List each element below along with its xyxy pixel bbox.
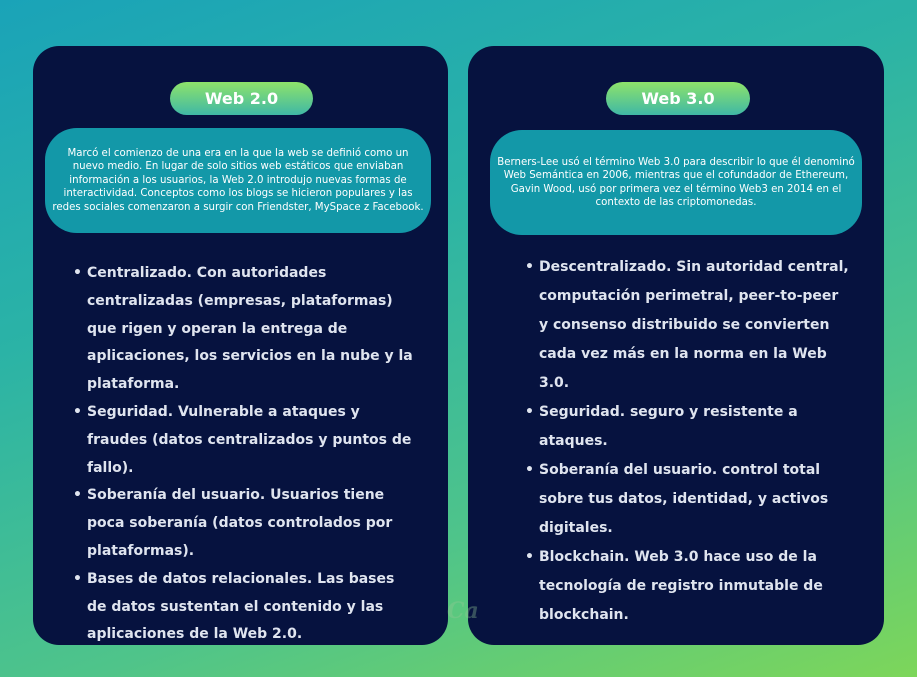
watermark-logo: Ca (447, 598, 479, 624)
list-item-text: Seguridad. Vulnerable a ataques y fraudes (datos centralizados y puntos de fallo). (87, 403, 412, 476)
web2-card (33, 46, 448, 645)
web3-feature-list (525, 253, 849, 630)
list-item (73, 566, 417, 649)
bullet-icon: • (525, 549, 534, 565)
bullet-icon: • (525, 462, 534, 478)
web2-description-text: Marcó el comienzo de una era en la que la web se definió como un nuevo medio. En lugar de solo sitios web estáticos que enviaban información a los usuarios, la Web 2.0 introdujo nuevas formas de interactividad. Conceptos como los blogs se hicieron populares y las redes sociales comenzaron a surgir con Friendster, MySpace z Facebook. (52, 147, 424, 213)
list-item (73, 482, 417, 565)
bullet-icon: • (73, 570, 82, 587)
list-item-text: Blockchain. Web 3.0 hace uso de la tecnología de registro inmutable de blockchain. (539, 549, 823, 623)
web3-description (490, 130, 862, 235)
list-item-text: Descentralizado. Sin autoridad central, computación perimetral, peer-to-peer y consenso distribuido se convierten cada vez más en la norma en la Web 3.0. (539, 259, 849, 391)
web2-feature-list (73, 260, 417, 649)
list-item (525, 253, 849, 398)
web2-description (45, 128, 431, 233)
web3-card (468, 46, 884, 645)
list-item (73, 260, 417, 399)
bullet-icon: • (525, 404, 534, 420)
bullet-icon: • (73, 487, 82, 504)
web2-title-badge: Web 2.0 (170, 82, 313, 115)
bullet-icon: • (73, 403, 82, 420)
list-item (73, 399, 417, 482)
web3-title-badge: Web 3.0 (606, 82, 750, 115)
list-item-text: Soberanía del usuario. control total sobre tus datos, identidad, y activos digitales. (539, 462, 829, 536)
bullet-icon: • (525, 259, 534, 275)
bullet-icon: • (73, 265, 82, 281)
list-item (525, 456, 849, 543)
list-item-text: Soberanía del usuario. Usuarios tiene poca soberanía (datos controlados por plataformas). (87, 487, 393, 559)
list-item (525, 398, 849, 456)
web3-description-text: Berners-Lee usó el término Web 3.0 para describir lo que él denominó Web Semántica en 2006, mientras que el cofundador de Ethereum, Gavin Wood, usó por primera vez el término Web3 en 2014 en el contexto de las criptomonedas. (497, 156, 855, 208)
list-item (525, 543, 849, 630)
list-item-text: Bases de datos relacionales. Las bases de datos sustentan el contenido y las aplicaciones de la Web 2.0. (87, 570, 395, 643)
list-item-text: Centralizado. Con autoridades centralizadas (empresas, plataformas) que rigen y operan la entrega de aplicaciones, los servicios en la nube y la plataforma. (87, 265, 413, 393)
list-item-text: Seguridad. seguro y resistente a ataques. (539, 404, 798, 449)
